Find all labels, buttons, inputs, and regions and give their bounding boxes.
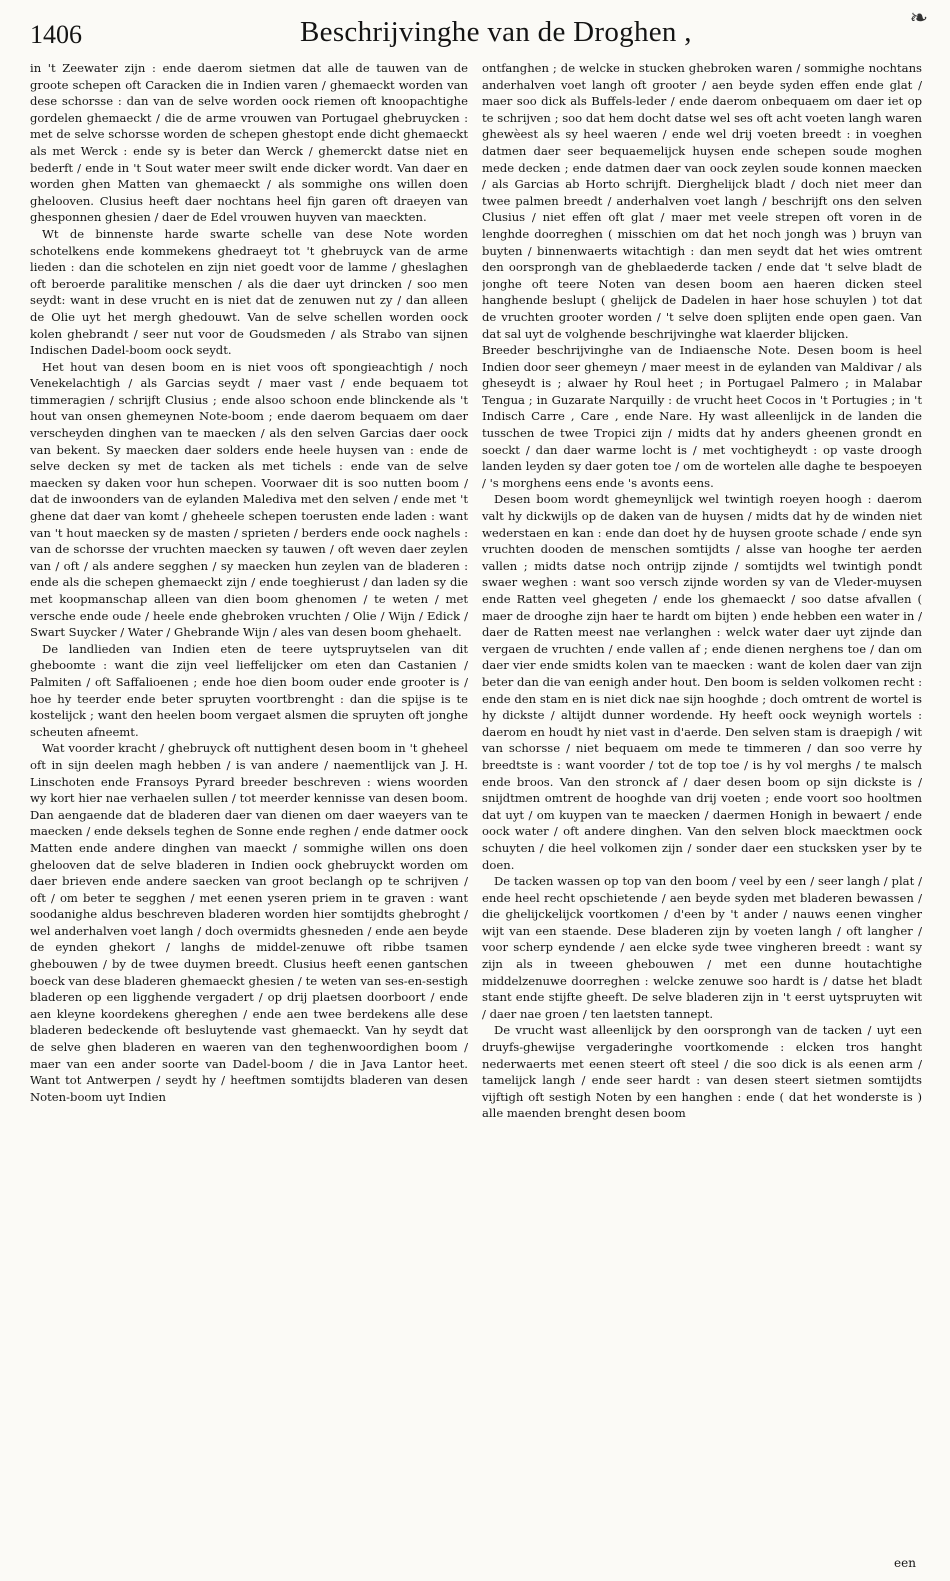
paragraph: Wat voorder kracht / ghebruyck oft nuttighent desen boom in 't gheheel oft in sijn deelen magh hebben / is van andere / naementlijck van J. H. Linschoten ende Fransoys Pyrard breeder beschreven : wiens woorden wy kort hier nae verhaelen sullen / tot meerder kennisse van desen boom. Dan aengaende dat de bladeren daer van dienen om daer waeyers van te maecken / ende deksels teghen de Sonne ende reghen / ende datmer oock Matten ende andere dinghen van maeckt / sommighe willen ons doen ghelooven dat de selve bladeren in Indien oock ghebruyckt worden om daer brieven ende andere saecken van groot beclangh op te schrijven / oft / om beter te segghen / met eenen yseren priem in te graven : want soodanighe aldus beschreven bladeren worden hier somtijdts ghebroght / wel anderhalven voet langh / doch overmidts ghesneden / ende aen beyde de eynden ghekort / langhs de middel-zenuwe oft ribbe tsamen ghebouwen / by de twee duymen breedt. Clusius heeft eenen gantschen boeck van dese bladeren ghemaeckt ghesien / te weten van ses-en-sestigh bladeren op een ligghende vergadert / op drij plaetsen doorboort / ende aen kleyne koordekens ghereghen / ende aen twee berdekens alle dese bladeren bedeckende oft besluytende vast ghemaeckt. Van hy seydt dat de selve ghen bladeren en waeren van den teghenwoordighen boom / maer van een ander soorte van Dadel-boom / die in Java Lantor heet. Want tot Antwerpen / seydt hy / heeftmen somtijdts bladeren van desen Noten-boom uyt Indien [30, 741, 468, 1104]
paragraph: De tacken wassen op top van den boom / veel by een / seer langh / plat / ende heel recht opschietende / aen beyde syden met bladeren bewassen / die ghelijckelijck voortkomen / d'een by 't ander / nauws eenen vingher wijt van een staende. Dese bladeren zijn by voeten langh / oft langher / voor scherp eyndende / aen elcke syde twee vingheren breedt : want sy zijn als in tweeen ghebouwen / met een dunne houtachtighe middelzenuwe doorreghen : welcke zenuwe soo hardt is / datse het bladt stant ende stijfte gheeft. De selve bladeren zijn in 't eerst uytspruyten wit / daer nae groen / ten laetsten tannept. [482, 874, 922, 1021]
paragraph: De landlieden van Indien eten de teere uytspruytselen van dit gheboomte : want die zijn veel lieffelijcker om eten dan Castanien / Palmiten / oft Saffalioenen ; ende hoe dien boom ouder ende grooter is / hoe hy teerder ende beter spruyten voortbrenght : dan die spijse is te kostelijck ; want den heelen boom vergaet alsmen die spruyten oft jonghe scheuten afneemt. [30, 641, 468, 739]
left-column [30, 60, 468, 1565]
paragraph: Wt de binnenste harde swarte schelle van dese Note worden schotelkens ende kommekens ghedraeyt tot 't ghebruyck van de arme lieden : dan die schotelen en zijn niet goedt voor de lamme / gheslaghen oft beroerde paralitike menschen / als die daer uyt drincken / soo men seydt: want in dese vrucht en is niet dat de zenuwen nut zy / dan alleen de Olie uyt het mergh ghedouwt. Van de selve schellen worden oock kolen ghebrandt / seer nut voor de Goudsmeden / als Strabo van sijnen Indischen Dadel-boom oock seydt. [30, 226, 468, 358]
catchword: een [894, 1556, 916, 1570]
paragraph: Het hout van desen boom en is niet voos oft spongieachtigh / noch Venekelachtigh / als Garcias seydt / maer vast / ende bequaem tot timmeragien / schrijft Clusius ; ende alsoo schoon ende blinckende als 't hout van onsen ghemeynen Note-boom ; ende daerom bequaem om daer verscheyden dinghen van te maecken / als den selven Garcias daer oock van bekent. Sy maecken daer solders ende heele huysen van : ende de selve decken sy met de tacken als met tichels : ende van de selve maecken sy daken voor hun schepen. Voorwaer dit is soo nutten boom / dat de inwoonders van de eylanden Malediva met den selven / ende met 't ghene dat daer van komt / gheheele schepen toerusten ende laden : want van 't hout maecken sy de masten / sprieten / berders ende oock naghels : van de schorsse der vruchten maecken sy tauwen / oft weven daer zeylen van / oft / als andere segghen / sy maecken hun zeylen van de bladeren : ende als die schepen ghemaeckt zijn / ende toeghierust / dan laden sy die met koopmanschap alleen van dien boom ghenomen / te weten / met versche ende oude / heele ende ghebroken vruchten / Olie / Wijn / Edick / Swart Suycker / Water / Ghebrande Wijn / ales van desen boom ghehaelt. [30, 359, 468, 640]
paragraph: De vrucht wast alleenlijck by den oorsprongh van de tacken / uyt een druyfs-ghewijse vergaderinghe voortkomende : elcken tros hanght nederwaerts met eenen steert oft steel / die soo dick is als eenen arm / tamelijck langh / ende seer hardt : van desen steert sietmen somtijdts vijftigh oft sestigh Noten by een hanghen : ende ( dat het wonderste is ) alle maenden brenght desen boom [482, 1023, 922, 1121]
ornament-icon: ❧ [909, 6, 928, 31]
section-paragraph: Breeder beschrijvinghe van de Indiaensche Note. Desen boom is heel Indien door seer ghemeyn / maer meest in de eylanden van Maldivar / als gheseydt is ; alwaer hy Roul heet ; in Portugael Palmero ; in Malabar Tengua ; in Guzarate Narquilly : de vrucht heet Cocos in 't Portugies ; in 't Indisch Carre , Care , ende Nare. Hy wast alleenlijck in de landen die tusschen de twee Tropici zijn / midts dat hy anders gheenen grondt en soeckt / dan daer warme locht is / met vochtigheydt : op vaste droogh landen leyden sy daer goten toe / om de wortelen alle daghe te bespoeyen / 's morghens eens ende 's avonts eens. [482, 343, 922, 490]
paragraph: Desen boom wordt ghemeynlijck wel twintigh roeyen hoogh : daerom valt hy dickwijls op de daken van de huysen / midts dat hy de winden niet wederstaen en kan : ende dan doet hy de huysen groote schade / ende syn vruchten dooden de menschen somtijdts / alsse van hooghe ter aerden vallen ; midts datse noch ontrijp zijnde / somtijdts wel twintigh pondt swaer weghen : want soo versch zijnde worden sy van de Vleder-muysen ende Ratten veel ghegeten / ende los ghemaeckt / soo datse afvallen ( maer de drooghe zijn haer te hardt om bijten ) ende hebben een water in / daer de Ratten meest nae verlanghen : welck water daer uyt zijnde dan vergaen de vruchten / ende vallen af ; ende dienen nerghens toe / dan om daer vier ende smidts kolen van te maecken : want de kolen daer van zijn beter dan die van eenigh ander hout. Den boom is selden volkomen recht : ende den stam en is niet dick nae sijn hooghde ; doch omtrent de wortel is hy dickste / altijdt dunner wordende. Hy heeft oock weynigh wortels : daerom en houdt hy niet vast in d'aerde. Den selven stam is draepigh / wit van schorsse / niet bequaem om mede te timmeren / dan soo verre hy breedtste is : want voorder / tot de top toe / is hy vol merghs / te malsch ende broos. Van den stronck af / daer desen boom op sijn dickste is / snijdtmen omtrent de hooghde van drij voeten ; ende voort soo hooltmen dat uyt / om kuypen van te maecken / daermen Honigh in bewaert / ende oock water / oft andere dinghen. Van den selven block maecktmen oock schuyten / die heel volkomen zijn / sonder daer een stucksken yser by te doen. [482, 492, 922, 872]
page-number: 1406 [30, 20, 82, 49]
running-head: Beschrijvinghe van de Droghen , [300, 16, 692, 48]
paragraph: in 't Zeewater zijn : ende daerom sietmen dat alle de tauwen van de groote schepen oft Caracken die in Indien varen / ghemaeckt worden van dese schorsse : dan van de selve worden oock riemen oft knoopachtighe gordelen ghemaeckt / die de arme vrouwen van Portugael ghebruycken : met de selve schorsse worden de schepen ghestopt ende dicht ghemaeckt als met Werck : ende sy is beter dan Werck / ghemerckt datse niet en bederft / ende in 't Sout water meer swilt ende dicker wordt. Van daer en worden ghen Matten van ghemaeckt / als sommighe ons willen doen ghelooven. Clusius heeft daer nochtans heel fijn garen oft draeyen van ghesponnen ghesien / daer de Edel vrouwen huyven van maeckten. [30, 61, 468, 225]
paragraph: ontfanghen ; de welcke in stucken ghebroken waren / sommighe nochtans anderhalven voet langh oft grooter / aen beyde syden effen ende glat / maer soo dick als Buffels-leder / ende daerom onbequaem om daer iet op te schrijven ; soo dat hem docht datse wel ses oft acht voeten langh waren ghewèest als sy heel waeren / ende wel drij voeten breedt : in voeghen datmen daer seer bequaemelijck huysen ende schepen soude moghen mede decken ; ende datmen daer van oock zeylen soude konnen maecken / als Garcias ab Horto schrijft. Dierghelijck bladt / doch niet meer dan twee palmen breedt / anderhalven voet langh / beschrijft ons den selven Clusius / niet effen oft glat / maer met veele strepen oft voren in de lenghde doorreghen ( misschien om dat het noch jongh was ) bruyn van buyten / binnenwaerts witachtigh : dan men seydt dat het wies omtrent den oorsprongh van de gheblaederde tacken / ende dat 't selve bladt de jonghe oft teere Noten van desen boom aen haeren dicken steel hanghende beslupt ( ghelijck de Dadelen in haer hose schuylen ) tot dat de vruchten grooter worden / 't selve doen splijten ende open gaen. Van dat sal uyt de volghende beschrijvinghe wat klaerder blijcken. [482, 61, 922, 341]
page-header [30, 6, 928, 54]
right-column [482, 60, 922, 1565]
